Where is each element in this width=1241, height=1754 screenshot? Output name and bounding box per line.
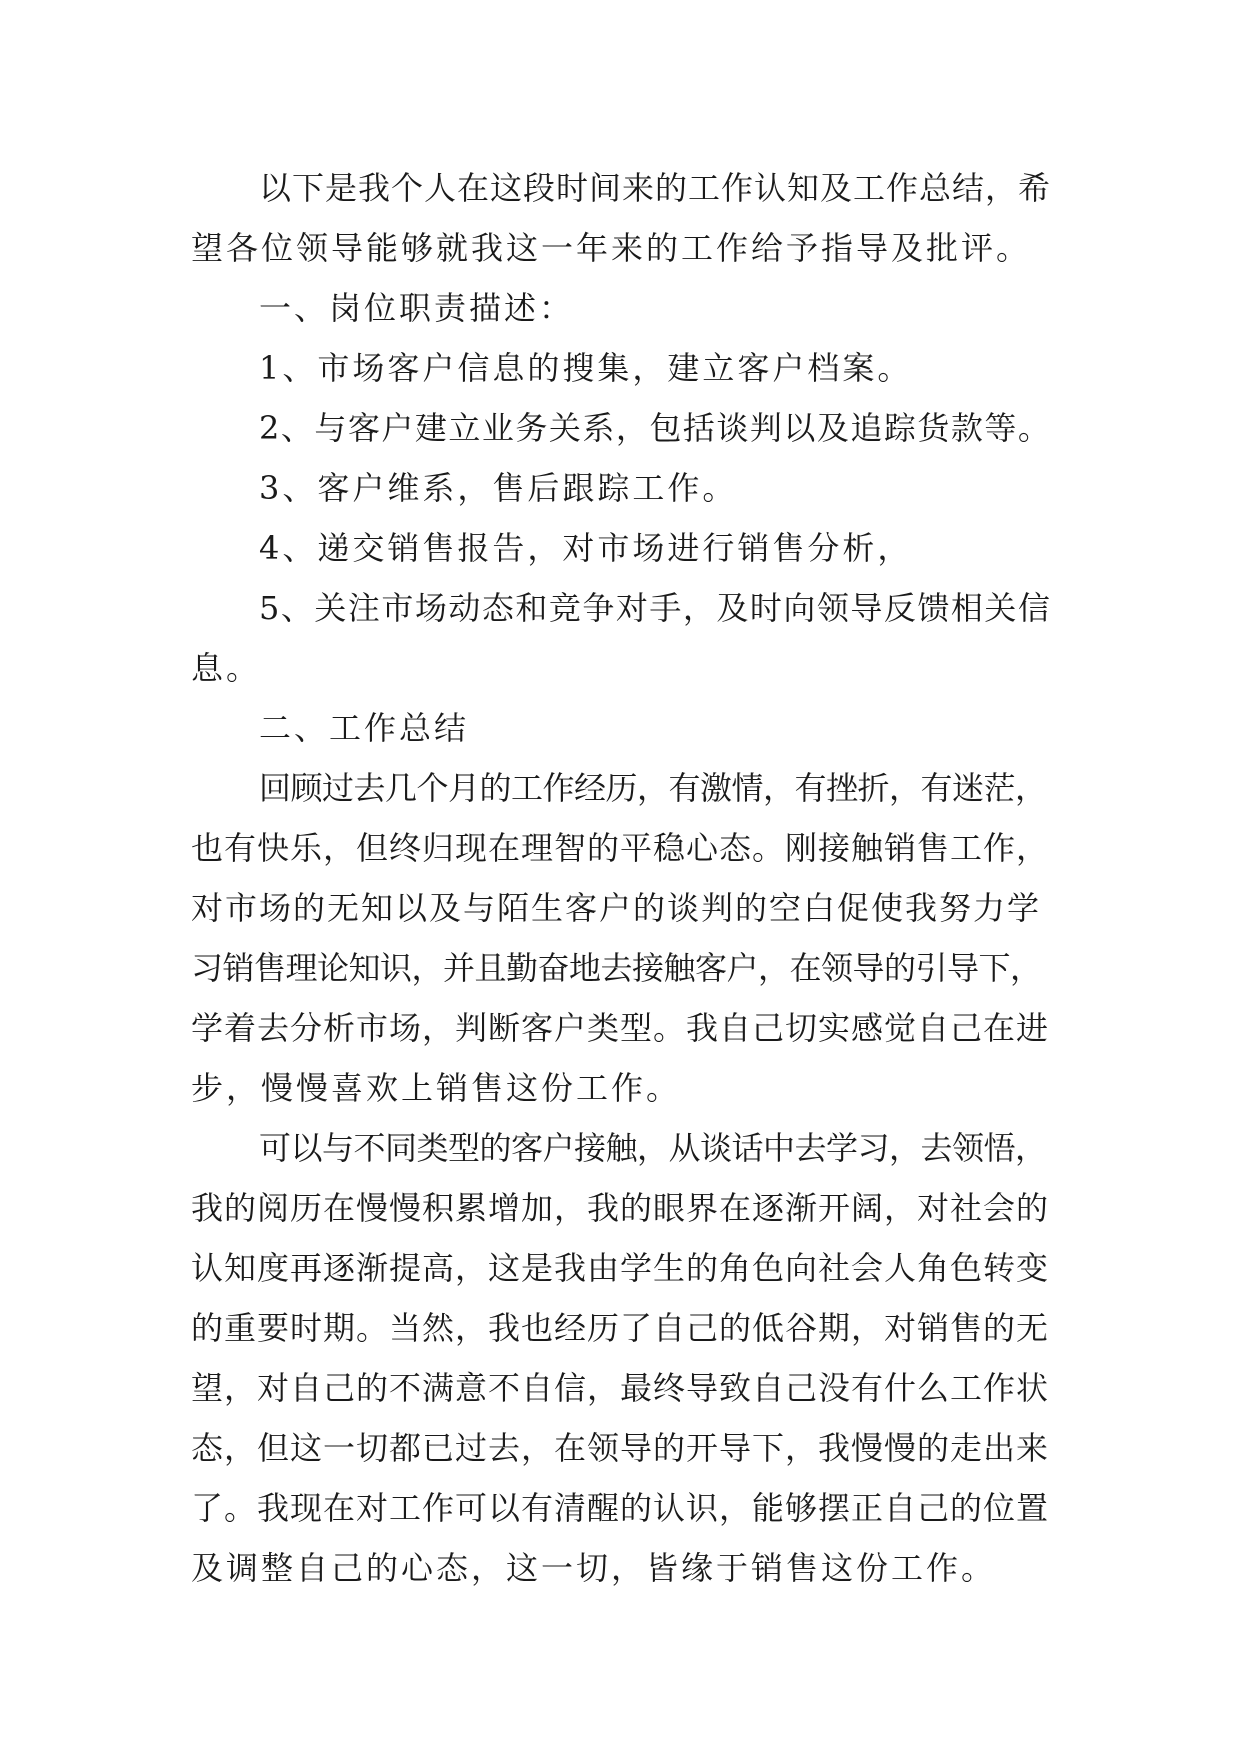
- paragraph-line: 了。我现在对工作可以有清醒的认识，能够摆正自己的位置: [191, 1489, 1050, 1527]
- list-item: 1、市场客户信息的搜集，建立客户档案。: [259, 349, 913, 387]
- paragraph-line: 的重要时期。当然，我也经历了自己的低谷期，对销售的无: [191, 1309, 1050, 1347]
- paragraph-line: 以下是我个人在这段时间来的工作认知及工作总结，希: [259, 169, 1052, 207]
- paragraph-line: 望，对自己的不满意不自信，最终导致自己没有什么工作状: [191, 1369, 1050, 1407]
- paragraph-line: 认知度再逐渐提高，这是我由学生的角色向社会人角色转变: [191, 1249, 1050, 1287]
- paragraph-line: 习销售理论知识，并且勤奋地去接触客户，在领导的引导下，: [191, 949, 1042, 987]
- paragraph-line: 我的阅历在慢慢积累增加，我的眼界在逐渐开阔，对社会的: [191, 1189, 1050, 1227]
- paragraph-line: 回顾过去几个月的工作经历，有激情，有挫折，有迷茫，: [259, 769, 1047, 807]
- list-item: 2、与客户建立业务关系，包括谈判以及追踪货款等。: [259, 409, 1052, 447]
- paragraph-line: 态，但这一切都已过去，在领导的开导下，我慢慢的走出来: [191, 1429, 1050, 1467]
- section-heading: 一、岗位职责描述：: [259, 289, 575, 327]
- paragraph-line: 对市场的无知以及与陌生客户的谈判的空白促使我努力学: [191, 889, 1042, 927]
- paragraph-line: 望各位领导能够就我这一年来的工作给予指导及批评。: [191, 229, 1032, 267]
- list-item: 5、关注市场动态和竞争对手，及时向领导反馈相关信: [259, 589, 1052, 627]
- paragraph-line: 步，慢慢喜欢上销售这份工作。: [191, 1069, 682, 1107]
- paragraph-line: 可以与不同类型的客户接触，从谈话中去学习，去领悟，: [259, 1129, 1047, 1167]
- paragraph-line: 学着去分析市场，判断客户类型。我自己切实感觉自己在进: [191, 1009, 1050, 1047]
- paragraph-line: 及调整自己的心态，这一切，皆缘于销售这份工作。: [191, 1549, 997, 1587]
- list-item: 3、客户维系，售后跟踪工作。: [259, 469, 738, 507]
- section-heading: 二、工作总结: [259, 709, 470, 747]
- document-body: [191, 158, 1051, 1598]
- list-item-continuation: 息。: [191, 649, 262, 687]
- list-item: 4、递交销售报告，对市场进行销售分析，: [259, 529, 913, 567]
- paragraph-line: 也有快乐，但终归现在理智的平稳心态。刚接触销售工作，: [191, 829, 1050, 867]
